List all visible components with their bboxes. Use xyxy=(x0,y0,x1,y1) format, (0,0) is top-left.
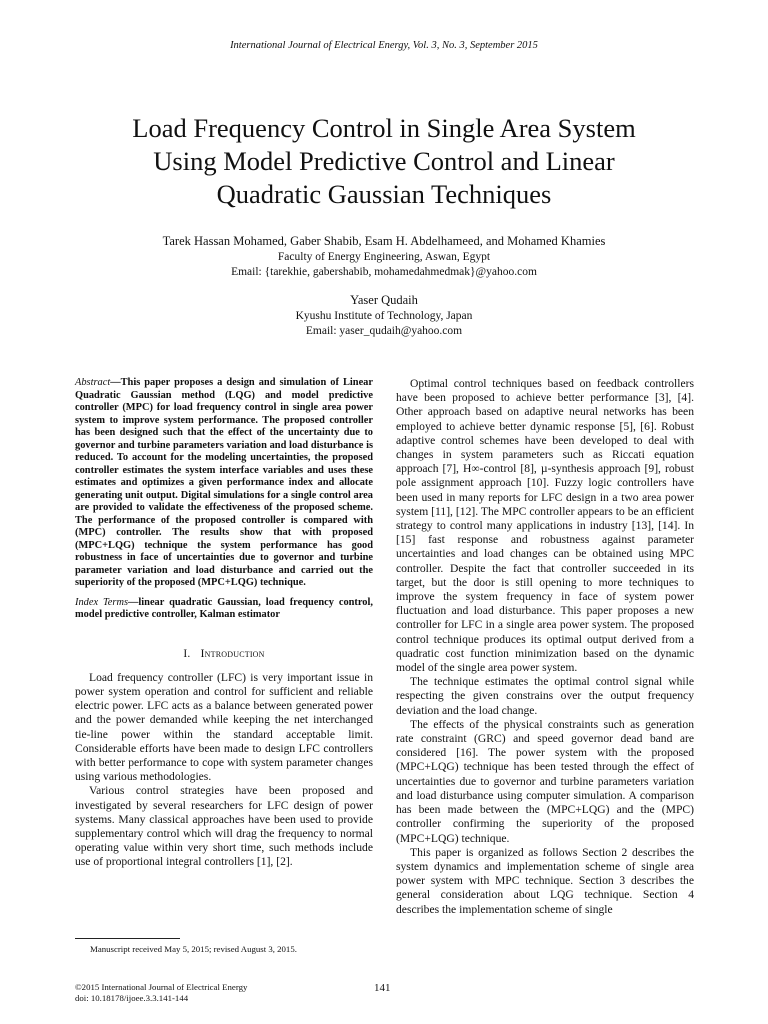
section-title: Introduction xyxy=(200,645,265,660)
section-heading-introduction xyxy=(75,646,373,661)
journal-header: International Journal of Electrical Energy, Vol. 3, No. 3, September 2015 xyxy=(230,40,538,51)
abstract-lead: Abstract xyxy=(75,377,111,388)
right-column xyxy=(396,377,694,917)
left-column xyxy=(75,377,373,870)
author-names: Tarek Hassan Mohamed, Gaber Shabib, Esam H. Abdelhameed, and Mohamed Khamies xyxy=(162,234,606,248)
footnote: Manuscript received May 5, 2015; revised August 3, 2015. xyxy=(90,944,297,954)
second-author-email: Email: yaser_qudaih@yahoo.com xyxy=(305,325,463,337)
body-paragraph: Load frequency controller (LFC) is very important issue in power system operation and control for sufficient and reliable electric power. LFC acts as a balance between generated power and the power demanded while keeping the net interchanged tie-line power within the standard acceptable limit. Considerable efforts have been made to design LFC controllers with better performance to cope with system parameter changes using various methodologies. xyxy=(75,670,373,784)
author-block xyxy=(60,234,708,281)
copyright-notice: ©2015 International Journal of Electrical Energy xyxy=(75,982,248,992)
title-line: Using Model Predictive Control and Linear xyxy=(153,146,615,176)
body-paragraph: The technique estimates the optimal control signal while respecting the given constrains over the output frequency deviation and the load change. xyxy=(396,675,694,717)
paper-title xyxy=(60,112,708,211)
index-terms xyxy=(75,597,373,622)
title-line: Load Frequency Control in Single Area System xyxy=(132,113,636,143)
body-paragraph: Various control strategies have been proposed and investigated by several researchers for LFC design of power systems. Many classical approaches have been used to provide supplementary control which will drag the frequency to normal operating value within very short time, such methods include use of proportional integral controllers [1], [2]. xyxy=(75,784,373,869)
footnote-divider xyxy=(75,938,180,939)
index-terms-lead: Index Terms xyxy=(75,596,128,608)
body-paragraph: Optimal control techniques based on feedback controllers have been proposed to achieve better performance [3], [4]. Other approach based on adaptive neural networks has been employed to achieve better dynamic response [5], [6]. Robust adaptive control schemes have been developed to deal with changes in system parameters such as Riccati equation approach [7], H∞-control [8], µ-synthesis approach [9], robust pole assignment approach [10]. Fuzzy logic controllers have been used in many reports for LFC design in a two area power system [11], [12]. The MPC controller appears to be an efficient strategy to control many applications in industry [13], [14]. In [15] fast response and robustness against parameter uncertainties and load changes can be obtained using MPC controller. Despite the fact that controller succeeded in its target, but the door is still opening to more techniques to improve the system frequency in face of system power fluctuation and load disturbance. This paper proposes a new controller for LFC in a single area power system. The proposed control technique produces its optimal output derived from a quadratic cost function minimization based on the dynamic model of the single area power system. xyxy=(396,377,694,675)
page-number: 141 xyxy=(374,982,391,994)
second-author-affiliation: Kyushu Institute of Technology, Japan xyxy=(295,309,473,322)
title-line: Quadratic Gaussian Techniques xyxy=(216,179,552,209)
author-affiliation: Faculty of Energy Engineering, Aswan, Egypt xyxy=(277,250,491,263)
footer-info xyxy=(75,982,247,1004)
section-number: I. xyxy=(183,647,191,660)
doi-text: doi: 10.18178/ijoee.3.3.141-144 xyxy=(75,993,189,1003)
abstract-text: —This paper proposes a design and simulation of Linear Quadratic Gaussian method (LQG) and model predictive controller (MPC) for load frequency control in single area power system to improve system performance. The proposed controller has been designed such that the effect of the uncertainty due to governor and turbine parameters variation and load disturbance is reduced. To account for the modeling uncertainties, the proposed controller estimates the system interface variables and uses these estimates and optimizes a given performance index and allocate generating unit output. Digital simulations for a single control area are provided to validate the effectiveness of the proposed scheme. The performance of the proposed controller is compared with (MPC) controller. The results show that with proposed (MPC+LQG) technique the system performance has good robustness in face of uncertainties due to governor and turbine parameter variation and load disturbance and carried out the superiority of the proposed (MPC+LQG) technique. xyxy=(75,377,373,588)
abstract xyxy=(75,377,373,590)
second-author-block xyxy=(60,293,708,340)
author-email: Email: {tarekhie, gabershabib, mohamedahmedmak}@yahoo.com xyxy=(231,266,537,278)
body-paragraph: This paper is organized as follows Section 2 describes the system dynamics and implementation scheme of single area power system with MPC technique. Section 3 describes the general consideration about LQG technique. Section 4 describes the implementation scheme of single xyxy=(396,845,694,916)
index-terms-text: —linear quadratic Gaussian, load frequency control, model predictive controller, Kalman estimator xyxy=(75,596,373,620)
body-paragraph: The effects of the physical constraints such as generation rate constraint (GRC) and speed governor dead band are considered [16]. The power system with the proposed (MPC+LQG) technique has been tested through the effect of uncertainties due to governor and turbine parameters variation and load disturbance using computer simulation. A comparison has been made between the (MPC+LQG) and the (MPC) controller confirming the superiority of the proposed (MPC+LQG) technique. xyxy=(396,717,694,845)
second-author-name: Yaser Qudaih xyxy=(350,293,418,307)
